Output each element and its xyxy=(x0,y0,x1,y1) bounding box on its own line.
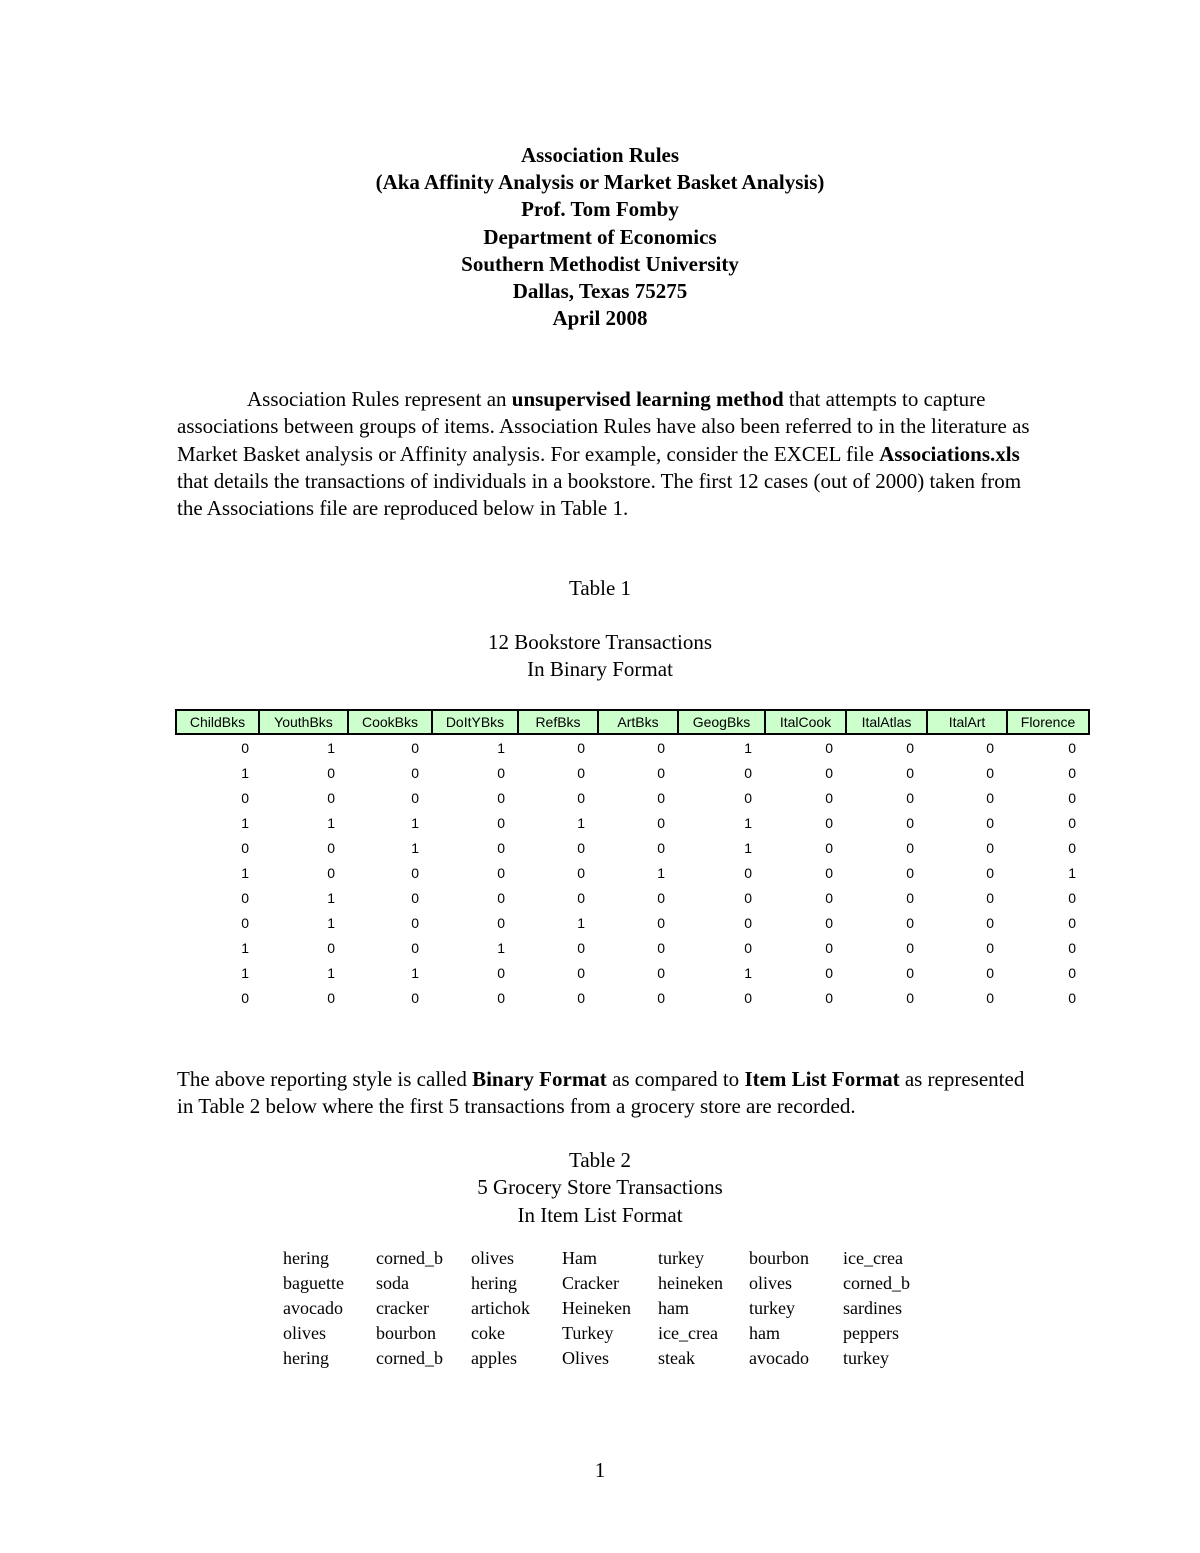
table-cell: 0 xyxy=(1068,939,1076,956)
table-cell: 0 xyxy=(657,914,665,931)
table-cell: 0 xyxy=(577,739,585,756)
table-cell: 0 xyxy=(825,764,833,781)
list-item: bourbon xyxy=(749,1248,809,1268)
list-item: avocado xyxy=(283,1298,343,1318)
table2-caption-block: Table 2 5 Grocery Store Transactions In Item List Format xyxy=(0,1147,1200,1229)
author: Prof. Tom Fomby xyxy=(521,197,679,222)
list-item: avocado xyxy=(749,1348,809,1368)
document-subtitle: (Aka Affinity Analysis or Market Basket Analysis) xyxy=(375,170,825,195)
table-cell: 1 xyxy=(327,814,335,831)
table-row xyxy=(176,835,1089,860)
table-cell: 0 xyxy=(577,939,585,956)
table-cell: 0 xyxy=(825,864,833,881)
table-cell: 0 xyxy=(657,839,665,856)
location: Dallas, Texas 75275 xyxy=(512,279,688,304)
list-row xyxy=(283,1321,923,1346)
emphasis-binary-format: Binary Format xyxy=(472,1067,607,1091)
list-item: Turkey xyxy=(562,1323,614,1343)
column-header: Florence xyxy=(1007,710,1089,734)
title-block xyxy=(0,142,1200,332)
department: Department of Economics xyxy=(483,224,717,249)
table-cell: 0 xyxy=(986,739,994,756)
table-cell: 0 xyxy=(825,814,833,831)
table-cell: 0 xyxy=(241,889,249,906)
list-item: ham xyxy=(658,1298,689,1318)
list-item: heineken xyxy=(658,1273,723,1293)
list-item: olives xyxy=(749,1273,792,1293)
table-cell: 0 xyxy=(906,839,914,856)
column-header: ItalAtlas xyxy=(846,710,927,734)
table-cell: 0 xyxy=(327,989,335,1006)
list-item: corned_b xyxy=(376,1248,443,1268)
table-cell: 0 xyxy=(657,989,665,1006)
table-cell: 0 xyxy=(986,864,994,881)
table-row xyxy=(176,785,1089,810)
table-cell: 1 xyxy=(744,839,752,856)
table-cell: 1 xyxy=(241,939,249,956)
list-row xyxy=(283,1296,923,1321)
table-cell: 1 xyxy=(577,814,585,831)
table-cell: 0 xyxy=(825,964,833,981)
list-item: Heineken xyxy=(562,1298,631,1318)
table-cell: 0 xyxy=(411,864,419,881)
list-item: coke xyxy=(471,1323,505,1343)
table-cell: 0 xyxy=(497,789,505,806)
table-cell: 0 xyxy=(986,964,994,981)
table-cell: 1 xyxy=(241,864,249,881)
list-item: Olives xyxy=(562,1348,609,1368)
list-item: cracker xyxy=(376,1298,429,1318)
table-cell: 0 xyxy=(1068,889,1076,906)
table-cell: 0 xyxy=(906,989,914,1006)
table-cell: 0 xyxy=(825,889,833,906)
table-cell: 0 xyxy=(1068,789,1076,806)
table-cell: 0 xyxy=(657,764,665,781)
table-cell: 0 xyxy=(241,989,249,1006)
table-cell: 0 xyxy=(497,839,505,856)
table-row xyxy=(176,985,1089,1010)
emphasis-unsupervised-learning: unsupervised learning method xyxy=(511,387,784,411)
table-cell: 0 xyxy=(1068,739,1076,756)
item-list-body xyxy=(283,1246,923,1371)
list-row xyxy=(283,1346,923,1371)
table-cell: 0 xyxy=(986,814,994,831)
table-cell: 0 xyxy=(411,889,419,906)
table-cell: 0 xyxy=(744,764,752,781)
list-item: hering xyxy=(471,1273,517,1293)
table-cell: 1 xyxy=(657,864,665,881)
table-row xyxy=(176,860,1089,885)
table-row xyxy=(176,960,1089,985)
emphasis-item-list-format: Item List Format xyxy=(744,1067,900,1091)
list-item: peppers xyxy=(843,1323,899,1343)
table-cell: 1 xyxy=(497,739,505,756)
table-cell: 0 xyxy=(1068,814,1076,831)
list-item: apples xyxy=(471,1348,517,1368)
list-item: corned_b xyxy=(376,1348,443,1368)
list-item: corned_b xyxy=(843,1273,910,1293)
intro-paragraph: Association Rules represent an unsupervised learning method that attempts to capture associations between groups of items. Association Rules have also been referred to in the literature as Market Basket analysis or Affinity analysis. For example, consider the EXCEL file Associations.xls that details the transactions of individuals in a bookstore. The first 12 cases (out of 2000) taken from the Associations file are reproduced below in Table 1. xyxy=(177,387,1030,521)
table-cell: 0 xyxy=(577,789,585,806)
list-item: turkey xyxy=(749,1298,795,1318)
table-cell: 0 xyxy=(744,889,752,906)
table-cell: 0 xyxy=(657,739,665,756)
list-item: ham xyxy=(749,1323,780,1343)
table-row xyxy=(176,910,1089,935)
table-cell: 0 xyxy=(411,739,419,756)
table-cell: 0 xyxy=(241,789,249,806)
table-cell: 1 xyxy=(744,739,752,756)
table-cell: 0 xyxy=(1068,989,1076,1006)
list-row xyxy=(283,1271,923,1296)
table-cell: 0 xyxy=(577,989,585,1006)
table-cell: 0 xyxy=(327,789,335,806)
table-cell: 1 xyxy=(241,814,249,831)
table-cell: 0 xyxy=(327,839,335,856)
table-cell: 0 xyxy=(906,864,914,881)
table-cell: 0 xyxy=(411,989,419,1006)
column-header: RefBks xyxy=(518,710,598,734)
table-cell: 0 xyxy=(744,914,752,931)
table-cell: 0 xyxy=(744,989,752,1006)
table-cell: 1 xyxy=(327,889,335,906)
table-cell: 0 xyxy=(825,989,833,1006)
table-cell: 0 xyxy=(327,864,335,881)
table-cell: 0 xyxy=(497,964,505,981)
list-item: baguette xyxy=(283,1273,344,1293)
table-cell: 0 xyxy=(986,789,994,806)
table-row xyxy=(176,734,1089,760)
document-title: Association Rules xyxy=(520,143,680,167)
table-header-row xyxy=(176,710,1089,734)
table-cell: 0 xyxy=(241,839,249,856)
table-cell: 0 xyxy=(657,964,665,981)
table1-caption: Table 1 xyxy=(568,576,632,600)
table-cell: 0 xyxy=(577,889,585,906)
table-cell: 0 xyxy=(577,764,585,781)
table-cell: 0 xyxy=(327,939,335,956)
table-cell: 0 xyxy=(986,914,994,931)
table-cell: 1 xyxy=(497,939,505,956)
table-cell: 0 xyxy=(906,739,914,756)
list-item: olives xyxy=(471,1248,514,1268)
table-cell: 1 xyxy=(744,814,752,831)
table-cell: 0 xyxy=(411,914,419,931)
table-cell: 1 xyxy=(327,739,335,756)
table-cell: 0 xyxy=(906,814,914,831)
table-cell: 0 xyxy=(497,889,505,906)
column-header: DoItYBks xyxy=(432,710,518,734)
list-row xyxy=(283,1246,923,1271)
table-cell: 0 xyxy=(657,889,665,906)
table-cell: 0 xyxy=(497,864,505,881)
table2-caption: Table 2 xyxy=(568,1148,632,1172)
table-row xyxy=(176,935,1089,960)
list-item: Ham xyxy=(562,1248,597,1268)
table-cell: 0 xyxy=(411,764,419,781)
list-item: ice_crea xyxy=(843,1248,903,1268)
table-cell: 0 xyxy=(744,789,752,806)
column-header: ItalArt xyxy=(927,710,1007,734)
list-item: Cracker xyxy=(562,1273,619,1293)
table-cell: 1 xyxy=(1068,864,1076,881)
table-cell: 0 xyxy=(986,889,994,906)
list-item: turkey xyxy=(843,1348,889,1368)
table-cell: 0 xyxy=(497,914,505,931)
column-header: ChildBks xyxy=(176,710,259,734)
list-item: olives xyxy=(283,1323,326,1343)
table-cell: 0 xyxy=(657,789,665,806)
table-cell: 0 xyxy=(744,939,752,956)
table-cell: 1 xyxy=(241,764,249,781)
university: Southern Methodist University xyxy=(461,251,739,276)
table-cell: 0 xyxy=(986,839,994,856)
table-cell: 1 xyxy=(411,814,419,831)
table-cell: 0 xyxy=(497,814,505,831)
table-cell: 0 xyxy=(411,789,419,806)
table-cell: 0 xyxy=(825,914,833,931)
column-header: ItalCook xyxy=(765,710,846,734)
table-cell: 0 xyxy=(1068,964,1076,981)
table-cell: 1 xyxy=(744,964,752,981)
list-item: bourbon xyxy=(376,1323,436,1343)
table-cell: 1 xyxy=(327,964,335,981)
table-body xyxy=(176,734,1089,1010)
table-cell: 0 xyxy=(744,864,752,881)
table-cell: 1 xyxy=(241,964,249,981)
list-item: turkey xyxy=(658,1248,704,1268)
table-cell: 0 xyxy=(825,839,833,856)
list-item: hering xyxy=(283,1348,329,1368)
table-cell: 0 xyxy=(906,964,914,981)
table-cell: 0 xyxy=(1068,764,1076,781)
table-cell: 1 xyxy=(411,839,419,856)
list-item: ice_crea xyxy=(658,1323,718,1343)
table-cell: 0 xyxy=(577,964,585,981)
table-row xyxy=(176,885,1089,910)
table-cell: 0 xyxy=(1068,839,1076,856)
list-item: hering xyxy=(283,1248,329,1268)
table-cell: 0 xyxy=(825,789,833,806)
table-cell: 0 xyxy=(411,939,419,956)
table-cell: 0 xyxy=(241,914,249,931)
table-cell: 0 xyxy=(825,739,833,756)
list-item: soda xyxy=(376,1273,409,1293)
column-header: CookBks xyxy=(348,710,432,734)
table-cell: 0 xyxy=(906,939,914,956)
comparison-paragraph: The above reporting style is called Binary Format as compared to Item List Format as represented in Table 2 below where the first 5 transactions from a grocery store are recorded. xyxy=(177,1067,1025,1119)
table-cell: 1 xyxy=(577,914,585,931)
table-cell: 0 xyxy=(906,789,914,806)
table1-subtitle: 12 Bookstore Transactions In Binary Format xyxy=(487,630,712,682)
column-header: YouthBks xyxy=(259,710,348,734)
table-cell: 0 xyxy=(825,939,833,956)
table-cell: 0 xyxy=(986,989,994,1006)
table-cell: 0 xyxy=(497,764,505,781)
table-cell: 0 xyxy=(497,989,505,1006)
table-cell: 0 xyxy=(577,864,585,881)
list-item: steak xyxy=(658,1348,695,1368)
table-cell: 0 xyxy=(327,764,335,781)
date: April 2008 xyxy=(552,306,648,331)
column-header: GeogBks xyxy=(678,710,765,734)
table-cell: 0 xyxy=(577,839,585,856)
table-cell: 0 xyxy=(1068,914,1076,931)
column-header: ArtBks xyxy=(598,710,678,734)
table-cell: 0 xyxy=(906,764,914,781)
page-number: 1 xyxy=(594,1458,606,1482)
binary-format-table xyxy=(175,709,1090,1010)
table-cell: 0 xyxy=(986,939,994,956)
emphasis-filename: Associations.xls xyxy=(879,441,1020,466)
table-row xyxy=(176,760,1089,785)
table-cell: 1 xyxy=(411,964,419,981)
list-item: artichok xyxy=(471,1298,530,1318)
list-item: sardines xyxy=(843,1298,902,1318)
table-cell: 0 xyxy=(657,939,665,956)
table-cell: 1 xyxy=(327,914,335,931)
table-cell: 0 xyxy=(906,889,914,906)
item-list-table xyxy=(283,1246,923,1371)
table-cell: 0 xyxy=(906,914,914,931)
table-row xyxy=(176,810,1089,835)
table-cell: 0 xyxy=(241,739,249,756)
table-cell: 0 xyxy=(986,764,994,781)
table-cell: 0 xyxy=(657,814,665,831)
